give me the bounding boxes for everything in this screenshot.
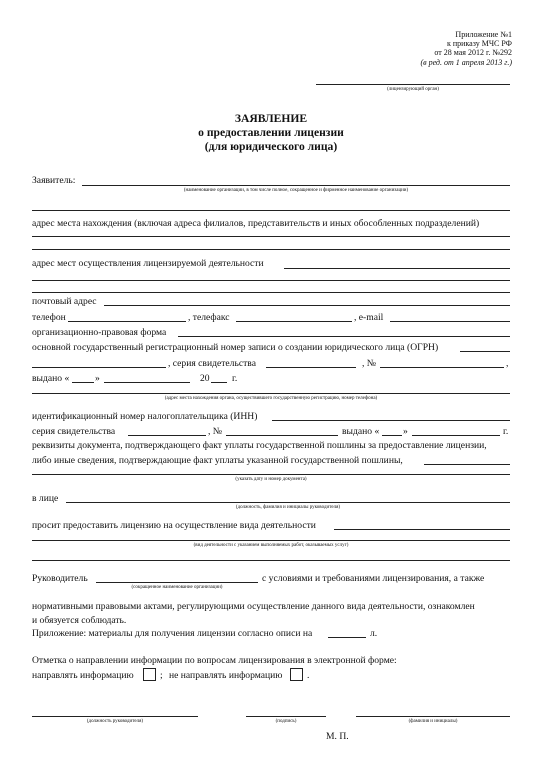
legal-form-field[interactable]: [178, 336, 510, 337]
issued-open: выдано «: [32, 373, 70, 384]
fee-text-line-1: реквизиты документа, подтверждающего факт уплаты государственной пошлины за предоставление лицензии,: [32, 440, 487, 451]
cert-number-field[interactable]: [226, 435, 338, 436]
nosend-label: не направлять информацию: [169, 670, 283, 681]
inn-label: идентификационный номер налогоплательщика (ИНН): [32, 411, 258, 422]
period: .: [307, 670, 310, 681]
cert-number-label: , №: [208, 426, 222, 437]
appendix-line-4: (в ред. от 1 апреля 2013 г.): [420, 57, 512, 67]
address-field-1[interactable]: [32, 236, 510, 237]
fee-text-line-2: либо иные сведения, подтверждающие факт уплаты указанной государственной пошлины,: [32, 455, 403, 466]
activity-field-1[interactable]: [334, 529, 510, 530]
licensing-authority-field[interactable]: [316, 84, 510, 85]
send-info-checkbox[interactable]: [143, 668, 156, 681]
applicant-caption: (наименование организации, в том числе полное, сокращенное и фирменное наименование организации): [183, 188, 409, 193]
applicant-label: Заявитель:: [32, 175, 76, 186]
signature-caption: (подпись): [275, 719, 297, 724]
head-caption: (сокращенное наименование организации): [131, 585, 223, 590]
issued-close: »: [95, 373, 100, 384]
certificate-label: серия свидетельства: [32, 426, 116, 437]
form-title: [0, 112, 542, 154]
familiar-line-3: и обязуется соблюдать.: [32, 615, 127, 626]
activity-caption: (вид деятельности с указанием выполняемых работ, оказываемых услуг): [193, 543, 349, 548]
head-label: Руководитель: [32, 573, 88, 584]
head-name-field[interactable]: [356, 716, 510, 717]
send-label: направлять информацию: [32, 670, 134, 681]
address-field-2[interactable]: [32, 249, 510, 250]
activity-address-label: адрес мест осуществления лицензируемой деятельности: [32, 258, 264, 269]
fax-field[interactable]: [236, 321, 352, 322]
activity-address-field-1[interactable]: [284, 268, 510, 269]
familiar-text: с условиями и требованиями лицензирования, а также: [262, 573, 485, 584]
appendix-header: [420, 30, 512, 67]
title-line-3: (для юридического лица): [204, 140, 338, 153]
number-label: , №: [362, 358, 376, 369]
issued-year-field[interactable]: [211, 382, 227, 383]
fee-field-1[interactable]: [424, 464, 510, 465]
ogrn-field-2[interactable]: [32, 367, 166, 368]
registration-authority-field[interactable]: [32, 393, 510, 394]
person-caption: (должность, фамилия и инициалы руководителя): [235, 505, 341, 510]
attachment-pages-field[interactable]: [328, 637, 366, 638]
attachment-suffix: л.: [370, 628, 378, 639]
cert-month-field[interactable]: [412, 435, 500, 436]
comma: ,: [506, 358, 509, 369]
electronic-label: Отметка о направлении информации по вопросам лицензирования в электронной форме:: [32, 655, 397, 666]
phone-field[interactable]: [68, 321, 186, 322]
title-line-2: о предоставлении лицензии: [198, 126, 344, 139]
request-label: просит предоставить лицензию на осуществление вида деятельности: [32, 520, 316, 531]
appendix-line-3: от 28 мая 2012 г. №292: [434, 48, 512, 58]
year-prefix: 20: [200, 373, 210, 384]
stamp-mark: М. П.: [326, 731, 349, 742]
signature-field[interactable]: [246, 716, 326, 717]
series-field[interactable]: [266, 367, 356, 368]
applicant-field[interactable]: [82, 185, 510, 186]
ogrn-label: основной государственный регистрационный номер записи о создании юридического лица (ОГРН): [32, 342, 439, 353]
licensing-authority-caption: (лицензирующий орган): [387, 87, 439, 92]
position-caption: (должность руководителя): [86, 719, 144, 724]
legal-form-label: организационно-правовая форма: [32, 327, 167, 338]
certificate-series-field[interactable]: [128, 435, 206, 436]
name-caption: (фамилия и инициалы): [408, 719, 458, 724]
appendix-line-1: Приложение №1: [455, 30, 512, 39]
head-position-field[interactable]: [32, 716, 198, 717]
cert-issued-close: »: [403, 426, 408, 437]
fax-label: , телефакс: [188, 312, 230, 323]
registration-caption: (адрес места нахождения органа, осуществившего государственную регистрацию, номер телефона): [164, 396, 378, 401]
email-field[interactable]: [390, 321, 510, 322]
ogrn-field[interactable]: [460, 351, 510, 352]
issued-day-field[interactable]: [72, 382, 94, 383]
head-org-field[interactable]: [96, 582, 258, 583]
email-label: , e-mail: [354, 312, 384, 323]
applicant-field-2[interactable]: [32, 210, 510, 211]
activity-field-2[interactable]: [32, 540, 510, 541]
person-field[interactable]: [66, 502, 510, 503]
activity-field-3[interactable]: [32, 560, 510, 561]
person-label: в лице: [32, 493, 59, 504]
phone-label: телефон: [32, 312, 66, 323]
nosend-info-checkbox[interactable]: [290, 668, 303, 681]
familiar-line-2: нормативными правовыми актами, регулирующими осуществление данного вида деятельности, ознакомлен: [32, 601, 475, 612]
postal-address-label: почтовый адрес: [32, 296, 97, 307]
title-line-1: ЗАЯВЛЕНИЕ: [234, 112, 308, 125]
postal-address-field[interactable]: [104, 305, 510, 306]
inn-field[interactable]: [272, 420, 510, 421]
cert-issued-open: выдано «: [342, 426, 380, 437]
address-label: адрес места нахождения (включая адреса филиалов, представительств и иных обособленных подразделений): [32, 218, 480, 229]
activity-address-field-3[interactable]: [32, 292, 510, 293]
issued-month-field[interactable]: [104, 382, 190, 383]
appendix-line-2: к приказу МЧС РФ: [446, 39, 512, 49]
cert-day-field[interactable]: [382, 435, 402, 436]
number-field[interactable]: [380, 367, 504, 368]
attachment-label: Приложение: материалы для получения лицензии согласно описи на: [32, 628, 313, 639]
series-label: , серия свидетельства: [168, 358, 256, 369]
semicolon: ;: [160, 670, 163, 681]
cert-year-suffix: г.: [503, 426, 509, 437]
fee-caption: (указать дату и номер документа): [235, 477, 307, 482]
fee-field-2[interactable]: [32, 474, 510, 475]
activity-address-field-2[interactable]: [32, 280, 510, 281]
year-suffix: г.: [232, 373, 238, 384]
